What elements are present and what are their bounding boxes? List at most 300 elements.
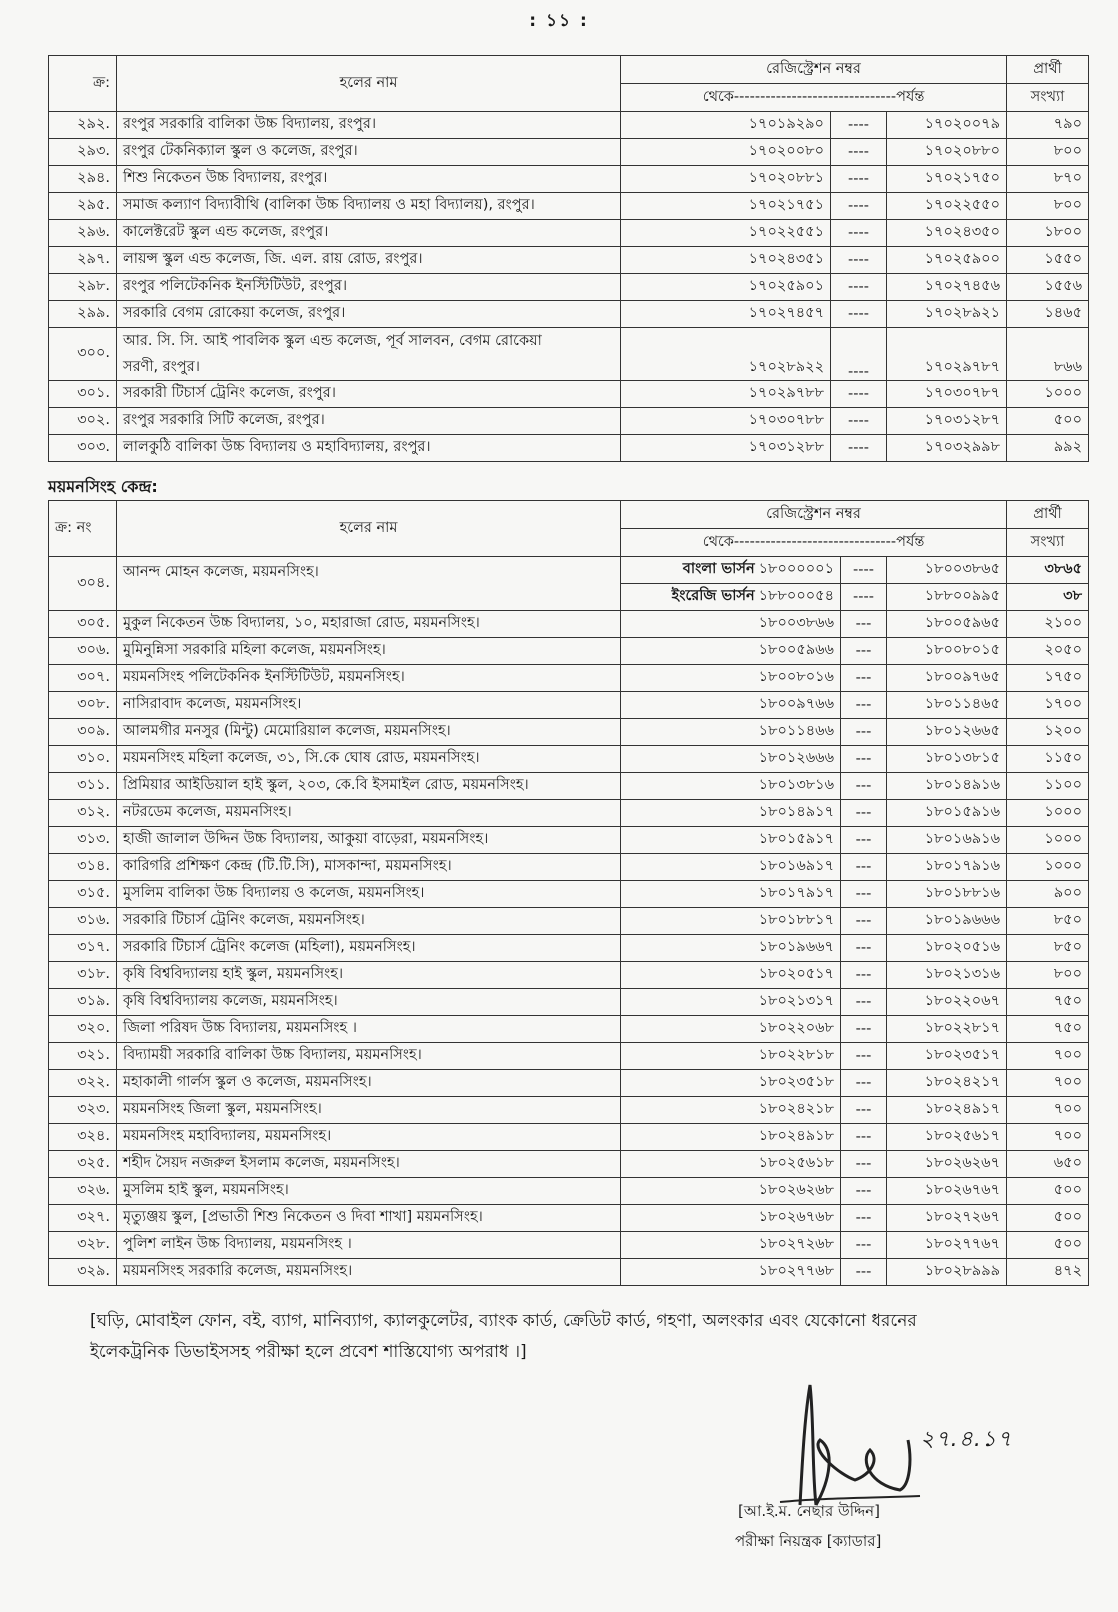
cell-from: ১৭০২০৮৮১	[621, 166, 831, 193]
cell-count: ৭৫০	[1007, 1016, 1089, 1043]
cell-from: ১৮০১৫৯১৭	[621, 827, 841, 854]
cell-to: ১৮০২৬৭৬৭	[887, 1178, 1007, 1205]
table-row	[49, 719, 1089, 746]
table-row	[49, 908, 1089, 935]
cell-dash: ----	[831, 139, 887, 166]
notice-line-2: ইলেকট্রনিক ডিভাইসসহ পরীক্ষা হলে প্রবেশ শাস্তিযোগ্য অপরাধ ।]	[90, 1342, 527, 1363]
cell-count: ১৭০০	[1007, 692, 1089, 719]
table-row	[49, 1151, 1089, 1178]
cell-to: ১৮০২৭৭৬৭	[887, 1232, 1007, 1259]
cell-dash: ---	[841, 1259, 887, 1286]
cell-count: ১৪৬৫	[1007, 301, 1089, 328]
cell-from: ১৮০২৫৬১৮	[621, 1151, 841, 1178]
cell-count: ১৫৫০	[1007, 247, 1089, 274]
cell-serial: ২৯৯.	[49, 301, 117, 328]
cell-dash: ---	[841, 638, 887, 665]
table-row	[49, 220, 1089, 247]
cell-serial: ৩১৮.	[49, 962, 117, 989]
col-serial-header: ক্র:	[49, 56, 117, 112]
cell-serial: ৩১১.	[49, 773, 117, 800]
cell-from: ১৮০০৯৭৬৬	[621, 692, 841, 719]
cell-serial: ৩২৩.	[49, 1097, 117, 1124]
cell-to: ১৭০২৯৭৮৭	[887, 328, 1007, 381]
cell-dash: ----	[831, 112, 887, 139]
cell-serial: ৩২৪.	[49, 1124, 117, 1151]
cell-hall-name: প্রিমিয়ার আইডিয়াল হাই স্কুল, ২০৩, কে.বি ইসমাইল রোড, ময়মনসিংহ।	[117, 773, 621, 800]
cell-to: ১৮০১১৪৬৫	[887, 692, 1007, 719]
cell-serial: ৩০৩.	[49, 435, 117, 462]
cell-from: ১৮০০৩৮৬৬	[621, 611, 841, 638]
table-row	[49, 408, 1089, 435]
cell-from: ১৭০২৮৯২২	[621, 328, 831, 381]
table-row	[49, 381, 1089, 408]
cell-count: ১০০০	[1007, 827, 1089, 854]
cell-dash: ---	[841, 665, 887, 692]
cell-dash: ---	[841, 881, 887, 908]
cell-from: ১৮০২৭৭৬৮	[621, 1259, 841, 1286]
table-row	[49, 827, 1089, 854]
cell-to: ১৮০২৩৫১৭	[887, 1043, 1007, 1070]
col-from-to-header: থেকে-------------------------------পর্যন্ত	[621, 529, 1007, 557]
cell-serial: ৩০৭.	[49, 665, 117, 692]
cell-count: ১৫৫৬	[1007, 274, 1089, 301]
cell-from: ১৮০১৭৯১৭	[621, 881, 841, 908]
table-row	[49, 112, 1089, 139]
cell-to: ১৭০২৮৯২১	[887, 301, 1007, 328]
cell-dash: ----	[831, 408, 887, 435]
cell-serial: ৩০২.	[49, 408, 117, 435]
table-row	[49, 692, 1089, 719]
cell-count: ৩৮	[1007, 584, 1089, 611]
cell-hall-name: আনন্দ মোহন কলেজ, ময়মনসিংহ।	[117, 557, 621, 611]
table-row	[49, 746, 1089, 773]
cell-from	[621, 584, 841, 611]
cell-dash: ---	[841, 935, 887, 962]
table-row	[49, 800, 1089, 827]
cell-count: ৮০০	[1007, 139, 1089, 166]
cell-to: ১৭০২৭৪৫৬	[887, 274, 1007, 301]
hall-name-line-1: আর. সি. সি. আই পাবলিক স্কুল এন্ড কলেজ, পূর্ব সালবন, বেগম রোকেয়া	[123, 333, 542, 349]
cell-serial: ৩০০.	[49, 328, 117, 381]
cell-to: ১৮০২১৩১৬	[887, 962, 1007, 989]
table-row	[49, 989, 1089, 1016]
cell-to: ১৮০১২৬৬৫	[887, 719, 1007, 746]
table-row	[49, 247, 1089, 274]
cell-count: ৭০০	[1007, 1124, 1089, 1151]
cell-dash: ---	[841, 1070, 887, 1097]
cell-from: ১৮০২১৩১৭	[621, 989, 841, 1016]
cell-to: ১৮০২৪৯১৭	[887, 1097, 1007, 1124]
table-row	[49, 854, 1089, 881]
cell-hall-name: ময়মনসিংহ মহিলা কলেজ, ৩১, সি.কে ঘোষ রোড, ময়মনসিংহ।	[117, 746, 621, 773]
cell-dash: ---	[841, 611, 887, 638]
cell-count: ৫০০	[1007, 1205, 1089, 1232]
cell-to: ১৮০২৮৯৯৯	[887, 1259, 1007, 1286]
cell-from: ১৭০২৪৩৫১	[621, 247, 831, 274]
cell-hall-name: ময়মনসিংহ পলিটেকনিক ইনস্টিটিউট, ময়মনসিংহ।	[117, 665, 621, 692]
cell-dash: ----	[841, 557, 887, 584]
cell-count: ২১০০	[1007, 611, 1089, 638]
cell-dash: ---	[841, 1205, 887, 1232]
cell-count: ৫০০	[1007, 1232, 1089, 1259]
cell-count: ৮০০	[1007, 962, 1089, 989]
cell-hall-name: মহাকালী গার্লস স্কুল ও কলেজ, ময়মনসিংহ।	[117, 1070, 621, 1097]
mymensingh-table	[48, 500, 1089, 1286]
table-row	[49, 1259, 1089, 1286]
cell-count: ৮৫০	[1007, 935, 1089, 962]
cell-dash: ---	[841, 1097, 887, 1124]
cell-dash: ---	[841, 854, 887, 881]
table-row	[49, 301, 1089, 328]
cell-serial: ৩০৯.	[49, 719, 117, 746]
cell-hall-name: কারিগরি প্রশিক্ষণ কেন্দ্র (টি.টি.সি), মাসকান্দা, ময়মনসিংহ।	[117, 854, 621, 881]
cell-to: ১৮০০৮০১৫	[887, 638, 1007, 665]
cell-serial: ৩০৪.	[49, 557, 117, 611]
col-serial-header: ক্র: নং	[49, 501, 117, 557]
cell-count: ৩৮৬৫	[1007, 557, 1089, 584]
cell-hall-name: রংপুর পলিটেকনিক ইনস্টিটিউট, রংপুর।	[117, 274, 621, 301]
cell-dash: ----	[831, 247, 887, 274]
cell-serial: ৩২০.	[49, 1016, 117, 1043]
table-row	[49, 1097, 1089, 1124]
cell-from: ১৮০০৫৯৬৬	[621, 638, 841, 665]
cell-from: ১৭০২৯৭৮৮	[621, 381, 831, 408]
cell-count: ৭৯০	[1007, 112, 1089, 139]
cell-count: ১১৫০	[1007, 746, 1089, 773]
cell-serial: ৩১৪.	[49, 854, 117, 881]
cell-hall-name: রংপুর টেকনিক্যাল স্কুল ও কলেজ, রংপুর।	[117, 139, 621, 166]
cell-from: ১৭০৩১২৮৮	[621, 435, 831, 462]
cell-to: ১৭০২৫৯০০	[887, 247, 1007, 274]
cell-serial: ৩১০.	[49, 746, 117, 773]
cell-to: ১৭০২৪৩৫০	[887, 220, 1007, 247]
cell-count: ১০০০	[1007, 381, 1089, 408]
cell-hall-name: সমাজ কল্যাণ বিদ্যাবীথি (বালিকা উচ্চ বিদ্যালয় ও মহা বিদ্যালয়), রংপুর।	[117, 193, 621, 220]
cell-serial: ৩২৬.	[49, 1178, 117, 1205]
notice-line-1: [ঘড়ি, মোবাইল ফোন, বই, ব্যাগ, মানিব্যাগ, ক্যালকুলেটর, ব্যাংক কার্ড, ক্রেডিট কার্ড, গহণা, অলংকার এবং যেকোনো ধরনের	[90, 1311, 917, 1331]
cell-count: ৮৭০	[1007, 166, 1089, 193]
cell-dash: ---	[841, 800, 887, 827]
cell-dash: ---	[841, 1178, 887, 1205]
cell-from: ১৮০২৩৫১৮	[621, 1070, 841, 1097]
cell-count: ৮০০	[1007, 193, 1089, 220]
table-row	[49, 638, 1089, 665]
page-number: : ১১ :	[529, 11, 589, 31]
cell-serial: ৩১৬.	[49, 908, 117, 935]
signatory-name: [আ.ই.ম. নেছার উদ্দিন]	[738, 1502, 880, 1520]
cell-from: ১৭০২৫৯০১	[621, 274, 831, 301]
cell-hall-name: মুমিনুন্নিসা সরকারি মহিলা কলেজ, ময়মনসিংহ।	[117, 638, 621, 665]
cell-count: ৮৬৬	[1007, 328, 1089, 381]
table-row	[49, 166, 1089, 193]
cell-hall-name: ময়মনসিংহ সরকারি কলেজ, ময়মনসিংহ।	[117, 1259, 621, 1286]
cell-to: ১৮০১৫৯১৬	[887, 800, 1007, 827]
table-row	[49, 881, 1089, 908]
cell-to: ১৭০২১৭৫০	[887, 166, 1007, 193]
cell-count: ১৭৫০	[1007, 665, 1089, 692]
cell-to: ১৮০১৪৯১৬	[887, 773, 1007, 800]
cell-hall-name: আলমগীর মনসুর (মিন্টু) মেমোরিয়াল কলেজ, ময়মনসিংহ।	[117, 719, 621, 746]
cell-to: ১৭০৩০৭৮৭	[887, 381, 1007, 408]
cell-serial: ৩১৭.	[49, 935, 117, 962]
cell-from: ১৮০২২৮১৮	[621, 1043, 841, 1070]
rangpur-table-body	[49, 112, 1089, 462]
cell-from: ১৮০২৪২১৮	[621, 1097, 841, 1124]
cell-dash: ----	[841, 584, 887, 611]
cell-hall-name: ময়মনসিংহ মহাবিদ্যালয়, ময়মনসিংহ।	[117, 1124, 621, 1151]
cell-from: ১৮০২৪৯১৮	[621, 1124, 841, 1151]
cell-dash: ---	[841, 1124, 887, 1151]
cell-hall-name	[117, 328, 621, 381]
cell-serial: ৩০৬.	[49, 638, 117, 665]
cell-serial: ৩১২.	[49, 800, 117, 827]
cell-to: ১৮০০৯৭৬৫	[887, 665, 1007, 692]
cell-serial: ৩২৫.	[49, 1151, 117, 1178]
table-row	[49, 962, 1089, 989]
cell-to: ১৮০১৩৮১৫	[887, 746, 1007, 773]
cell-from: ১৮০২৬২৬৮	[621, 1178, 841, 1205]
cell-hall-name: কৃষি বিশ্ববিদ্যালয় হাই স্কুল, ময়মনসিংহ।	[117, 962, 621, 989]
table-row	[49, 328, 1089, 381]
cell-serial: ৩২২.	[49, 1070, 117, 1097]
cell-dash: ---	[841, 1043, 887, 1070]
cell-count: ৯৯২	[1007, 435, 1089, 462]
rangpur-table	[48, 55, 1089, 462]
cell-hall-name: সরকারি টিচার্স ট্রেনিং কলেজ (মহিলা), ময়মনসিংহ।	[117, 935, 621, 962]
cell-dash: ---	[841, 746, 887, 773]
cell-from: ১৭০২০০৮০	[621, 139, 831, 166]
cell-dash: ---	[841, 908, 887, 935]
cell-hall-name: হাজী জালাল উদ্দিন উচ্চ বিদ্যালয়, আকুয়া বাড়েরা, ময়মনসিংহ।	[117, 827, 621, 854]
cell-serial: ৩১৩.	[49, 827, 117, 854]
cell-count: ৫০০	[1007, 1178, 1089, 1205]
cell-serial: ৩১৫.	[49, 881, 117, 908]
cell-hall-name: রংপুর সরকারি বালিকা উচ্চ বিদ্যালয়, রংপুর।	[117, 112, 621, 139]
cell-to: ১৮০১৭৯১৬	[887, 854, 1007, 881]
cell-count: ৬৫০	[1007, 1151, 1089, 1178]
cell-from: ১৭০৩০৭৮৮	[621, 408, 831, 435]
cell-hall-name: জিলা পরিষদ উচ্চ বিদ্যালয়, ময়মনসিংহ ।	[117, 1016, 621, 1043]
cell-from: ১৮০২৭২৬৮	[621, 1232, 841, 1259]
cell-dash: ---	[841, 827, 887, 854]
signature-date: ২৭.৪.১৭	[920, 1427, 1013, 1452]
prohibited-items-notice	[90, 1306, 1090, 1369]
cell-from: ১৮০২২০৬৮	[621, 1016, 841, 1043]
cell-from: ১৮০১৮৮১৭	[621, 908, 841, 935]
cell-from: ১৭০২২৫৫১	[621, 220, 831, 247]
cell-serial: ৩২৭.	[49, 1205, 117, 1232]
cell-dash: ---	[841, 1151, 887, 1178]
cell-hall-name: রংপুর সরকারি সিটি কলেজ, রংপুর।	[117, 408, 621, 435]
table-row	[49, 1178, 1089, 1205]
cell-serial: ৩২৮.	[49, 1232, 117, 1259]
cell-from: ১৮০২০৫১৭	[621, 962, 841, 989]
cell-serial: ২৯৮.	[49, 274, 117, 301]
cell-hall-name: শহীদ সৈয়দ নজরুল ইসলাম কলেজ, ময়মনসিংহ।	[117, 1151, 621, 1178]
cell-count: ৭০০	[1007, 1043, 1089, 1070]
cell-to: ১৮০২৭২৬৭	[887, 1205, 1007, 1232]
col-hall-name-header: হলের নাম	[117, 56, 621, 112]
table-row	[49, 935, 1089, 962]
cell-to: ১৮৮০০৯৯৫	[887, 584, 1007, 611]
table-row	[49, 773, 1089, 800]
cell-hall-name: নাসিরাবাদ কলেজ, ময়মনসিংহ।	[117, 692, 621, 719]
table-row	[49, 1043, 1089, 1070]
cell-dash: ----	[831, 193, 887, 220]
cell-count: ৪৭২	[1007, 1259, 1089, 1286]
cell-count: ১১০০	[1007, 773, 1089, 800]
cell-to: ১৮০২৫৬১৭	[887, 1124, 1007, 1151]
cell-to: ১৮০২০৫১৬	[887, 935, 1007, 962]
cell-from: ১৮০১২৬৬৬	[621, 746, 841, 773]
cell-hall-name: নটরডেম কলেজ, ময়মনসিংহ।	[117, 800, 621, 827]
cell-count: ৭০০	[1007, 1097, 1089, 1124]
cell-to: ১৭০২০০৭৯	[887, 112, 1007, 139]
col-count-header-2: সংখ্যা	[1007, 529, 1089, 557]
hall-name-line-2: সরণী, রংপুর।	[123, 359, 200, 375]
cell-hall-name: ময়মনসিংহ জিলা স্কুল, ময়মনসিংহ।	[117, 1097, 621, 1124]
col-from-to-header: থেকে-------------------------------পর্যন্ত	[621, 84, 1007, 112]
cell-from: ১৮০১৪৯১৭	[621, 800, 841, 827]
from-value: ১৮০০০০০১	[758, 561, 834, 577]
table-row	[49, 435, 1089, 462]
cell-to: ১৮০২২০৬৭	[887, 989, 1007, 1016]
cell-from: ১৮০১১৪৬৬	[621, 719, 841, 746]
cell-serial: ৩১৯.	[49, 989, 117, 1016]
cell-from: ১৮০২৬৭৬৮	[621, 1205, 841, 1232]
cell-dash: ---	[841, 1016, 887, 1043]
cell-count: ৭৫০	[1007, 989, 1089, 1016]
cell-from	[621, 557, 841, 584]
col-count-header-2: সংখ্যা	[1007, 84, 1089, 112]
cell-to: ১৮০০৩৮৬৫	[887, 557, 1007, 584]
cell-count: ৮৫০	[1007, 908, 1089, 935]
table-row	[49, 193, 1089, 220]
cell-serial: ২৯২.	[49, 112, 117, 139]
cell-dash: ---	[841, 719, 887, 746]
table-row	[49, 1232, 1089, 1259]
cell-serial: ২৯৬.	[49, 220, 117, 247]
cell-from: ১৮০১৬৯১৭	[621, 854, 841, 881]
table-row	[49, 557, 1089, 584]
cell-hall-name: কৃষি বিশ্ববিদ্যালয় কলেজ, ময়মনসিংহ।	[117, 989, 621, 1016]
mymensingh-center-title: ময়মনসিংহ কেন্দ্র:	[48, 477, 158, 496]
cell-to: ১৭০৩২৯৯৮	[887, 435, 1007, 462]
cell-to: ১৮০১৮৮১৬	[887, 881, 1007, 908]
cell-dash: ----	[831, 301, 887, 328]
col-registration-header: রেজিস্ট্রেশন নম্বর	[621, 56, 1007, 84]
cell-serial: ২৯৭.	[49, 247, 117, 274]
cell-hall-name: সরকারি টিচার্স ট্রেনিং কলেজ, ময়মনসিংহ।	[117, 908, 621, 935]
cell-count: ৫০০	[1007, 408, 1089, 435]
cell-dash: ---	[841, 773, 887, 800]
english-version-label: ইংরেজি ভার্সন	[671, 588, 755, 604]
cell-serial: ৩০৫.	[49, 611, 117, 638]
cell-hall-name: সরকারি বেগম রোকেয়া কলেজ, রংপুর।	[117, 301, 621, 328]
cell-from: ১৮০১৯৬৬৭	[621, 935, 841, 962]
cell-dash: ---	[841, 989, 887, 1016]
table-row	[49, 1016, 1089, 1043]
cell-from: ১৭০১৯২৯০	[621, 112, 831, 139]
cell-from: ১৮০০৮০১৬	[621, 665, 841, 692]
cell-hall-name: লালকুঠি বালিকা উচ্চ বিদ্যালয় ও মহাবিদ্যালয়, রংপুর।	[117, 435, 621, 462]
cell-hall-name: শিশু নিকেতন উচ্চ বিদ্যালয়, রংপুর।	[117, 166, 621, 193]
col-count-header: প্রার্থী	[1007, 56, 1089, 84]
cell-to: ১৭০৩১২৮৭	[887, 408, 1007, 435]
cell-serial: ৩২১.	[49, 1043, 117, 1070]
cell-hall-name: মৃত্যুঞ্জয় স্কুল, [প্রভাতী শিশু নিকেতন ও দিবা শাখা] ময়মনসিংহ।	[117, 1205, 621, 1232]
cell-to: ১৭০২০৮৮০	[887, 139, 1007, 166]
cell-serial: ২৯৩.	[49, 139, 117, 166]
cell-serial: ৩২৯.	[49, 1259, 117, 1286]
cell-count: ১০০০	[1007, 854, 1089, 881]
cell-to: ১৮০০৫৯৬৫	[887, 611, 1007, 638]
table-row	[49, 1124, 1089, 1151]
cell-to: ১৮০১৬৯১৬	[887, 827, 1007, 854]
cell-count: ১৮০০	[1007, 220, 1089, 247]
bangla-version-label: বাংলা ভার্সন	[682, 561, 755, 577]
col-hall-name-header: হলের নাম	[117, 501, 621, 557]
table-row	[49, 274, 1089, 301]
cell-hall-name: মুকুল নিকেতন উচ্চ বিদ্যালয়, ১০, মহারাজা রোড, ময়মনসিংহ।	[117, 611, 621, 638]
signatory-title: পরীক্ষা নিয়ন্ত্রক [ক্যাডার]	[735, 1532, 882, 1550]
cell-count: ৭০০	[1007, 1070, 1089, 1097]
cell-hall-name: বিদ্যাময়ী সরকারি বালিকা উচ্চ বিদ্যালয়, ময়মনসিংহ।	[117, 1043, 621, 1070]
cell-to: ১৮০২৬২৬৭	[887, 1151, 1007, 1178]
cell-dash: ----	[831, 381, 887, 408]
table-row	[49, 139, 1089, 166]
table-row	[49, 665, 1089, 692]
cell-count: ২০৫০	[1007, 638, 1089, 665]
cell-dash: ---	[841, 692, 887, 719]
cell-dash: ----	[831, 166, 887, 193]
cell-to: ১৭০২২৫৫০	[887, 193, 1007, 220]
cell-dash: ----	[831, 220, 887, 247]
cell-hall-name: লায়ন্স স্কুল এন্ড কলেজ, জি. এল. রায় রোড, রংপুর।	[117, 247, 621, 274]
cell-to: ১৮০২৪২১৭	[887, 1070, 1007, 1097]
cell-count: ১২০০	[1007, 719, 1089, 746]
cell-serial: ২৯৪.	[49, 166, 117, 193]
cell-serial: ৩০১.	[49, 381, 117, 408]
table-row	[49, 1205, 1089, 1232]
cell-dash: ----	[831, 274, 887, 301]
cell-hall-name: কালেক্টরেট স্কুল এন্ড কলেজ, রংপুর।	[117, 220, 621, 247]
mymensingh-table-body	[49, 557, 1089, 1286]
cell-from: ১৭০২১৭৫১	[621, 193, 831, 220]
cell-hall-name: পুলিশ লাইন উচ্চ বিদ্যালয়, ময়মনসিংহ ।	[117, 1232, 621, 1259]
from-value: ১৮৮০০০৫৪	[758, 588, 834, 604]
cell-hall-name: মুসলিম হাই স্কুল, ময়মনসিংহ।	[117, 1178, 621, 1205]
cell-dash: ---	[841, 962, 887, 989]
cell-to: ১৮০২২৮১৭	[887, 1016, 1007, 1043]
table-row	[49, 1070, 1089, 1097]
cell-to: ১৮০১৯৬৬৬	[887, 908, 1007, 935]
cell-hall-name: মুসলিম বালিকা উচ্চ বিদ্যালয় ও কলেজ, ময়মনসিংহ।	[117, 881, 621, 908]
table-row	[49, 611, 1089, 638]
cell-hall-name: সরকারী টিচার্স ট্রেনিং কলেজ, রংপুর।	[117, 381, 621, 408]
cell-count: ১০০০	[1007, 800, 1089, 827]
cell-serial: ২৯৫.	[49, 193, 117, 220]
cell-count: ৯০০	[1007, 881, 1089, 908]
cell-dash: ----	[831, 328, 887, 381]
col-registration-header: রেজিস্ট্রেশন নম্বর	[621, 501, 1007, 529]
cell-dash: ---	[841, 1232, 887, 1259]
col-count-header: প্রার্থী	[1007, 501, 1089, 529]
cell-serial: ৩০৮.	[49, 692, 117, 719]
cell-from: ১৮০১৩৮১৬	[621, 773, 841, 800]
cell-from: ১৭০২৭৪৫৭	[621, 301, 831, 328]
cell-dash: ----	[831, 435, 887, 462]
